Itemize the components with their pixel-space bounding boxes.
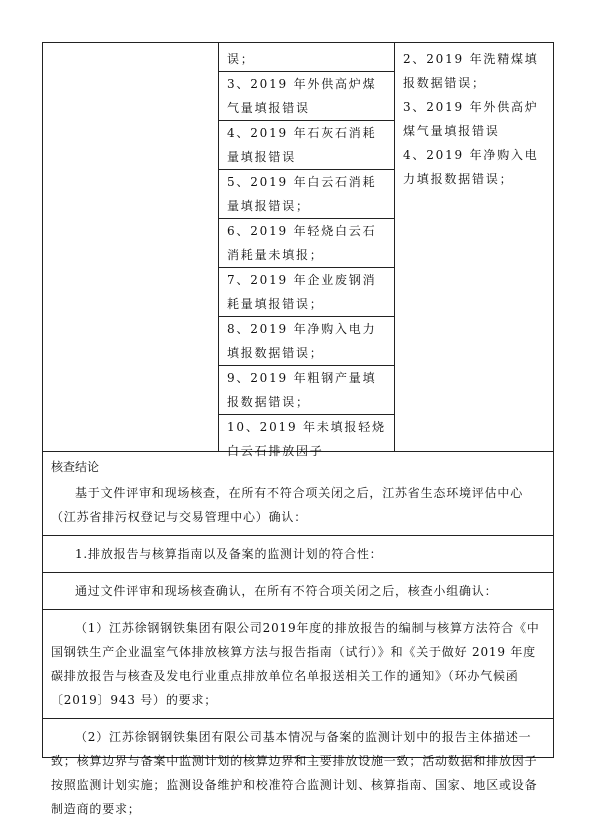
document-table — [42, 42, 554, 816]
middle-column — [219, 43, 395, 458]
conclusion-section — [43, 451, 553, 821]
conclusion-intro: 基于文件评审和现场核查，在所有不符合项关闭之后，江苏省生态环境评估中心（江苏省排污权登记与交易管理中心）确认： — [51, 486, 524, 524]
list-item: 3、2019 年外供高炉煤气量填报错误 — [219, 72, 394, 121]
list-item: 4、2019 年石灰石消耗量填报错误 — [219, 121, 394, 170]
right-column — [395, 43, 553, 451]
issue-list-middle — [219, 43, 394, 463]
list-item: 10、2019 年未填报轻烧白云石排放因子 — [227, 420, 386, 458]
list-item: 5、2019 年白云石消耗量填报错误； — [219, 170, 394, 219]
left-column-empty — [43, 43, 219, 451]
conclusion-item-1: （1）江苏徐钢钢铁集团有限公司2019年度的排放报告的编制与核算方法符合《中国钢铁生产企业温室气体排放核算方法与报告指南（试行）》和《关于做好 2019 年度碳排放报告与核查及发电行业重点排放单位名单报送相关工作的通知》（环办气候函〔2019〕943 号）的要求； — [43, 609, 553, 712]
list-item: 4、2019 年净购入电力填报数据错误； — [403, 148, 539, 186]
list-item: 8、2019 年净购入电力填报数据错误； — [219, 317, 394, 366]
list-item: 7、2019 年企业废钢消耗量填报错误； — [219, 268, 394, 317]
nonconformity-row — [43, 43, 553, 458]
section1-text: 通过文件评审和现场核查确认，在所有不符合项关闭之后，核查小组确认： — [43, 572, 553, 603]
list-item: 3、2019 年外供高炉煤气量填报错误 — [403, 100, 539, 138]
issue-list-right — [395, 43, 553, 191]
list-item: 6、2019 年轻烧白云石消耗量未填报； — [219, 219, 394, 268]
section1-title: 1.排放报告与核算指南以及备案的监测计划的符合性： — [43, 535, 553, 566]
list-item: 2、2019 年洗精煤填报数据错误； — [403, 52, 539, 90]
conclusion-item-2: （2）江苏徐钢钢铁集团有限公司基本情况与备案的监测计划中的报告主体描述一致；核算边界与备案中监测计划的核算边界和主要排放设施一致；活动数据和排放因子按照监测计划实施；监测设备维护和校准符合监测计划、核算指南、国家、地区或设备制造商的要求； — [43, 718, 553, 821]
list-item: 误； — [219, 47, 394, 72]
list-item: 9、2019 年粗钢产量填报数据错误； — [219, 366, 394, 415]
conclusion-heading: 核查结论 — [51, 460, 100, 474]
